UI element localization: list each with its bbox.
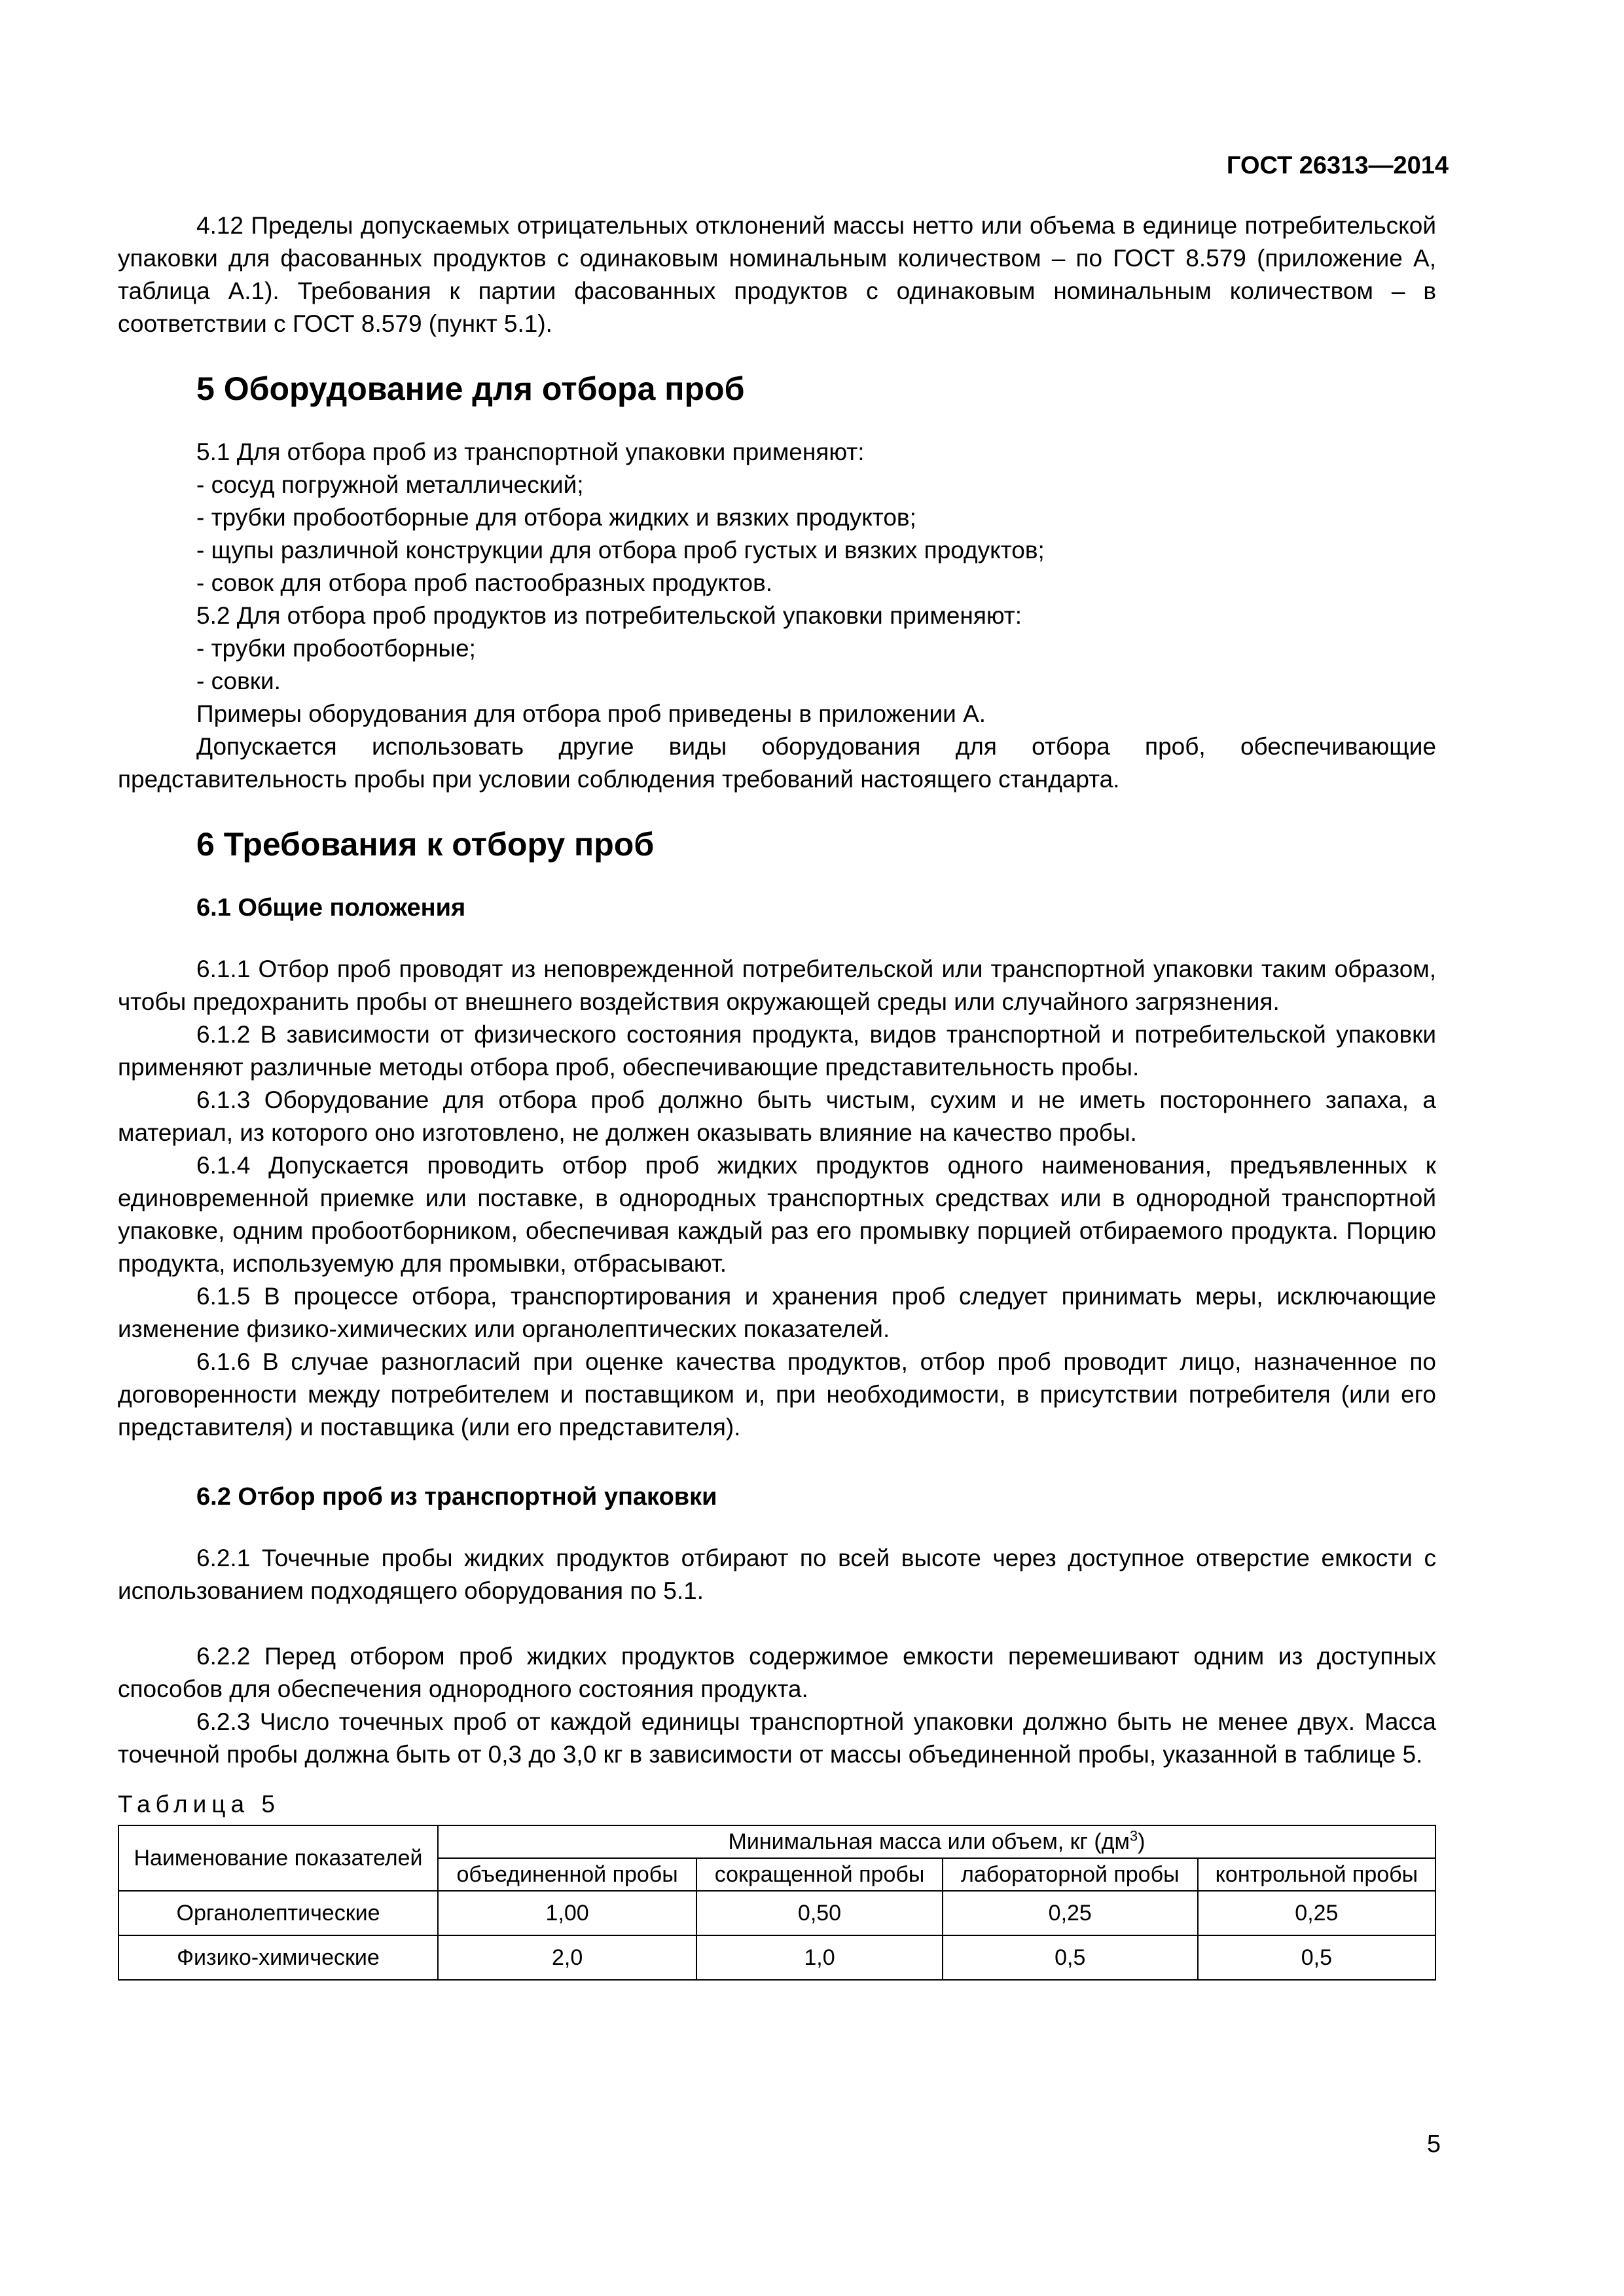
group-header-end: ) <box>1138 1829 1146 1854</box>
column-header: объединенной пробы <box>438 1858 696 1891</box>
paragraph-6-2-3: 6.2.3 Число точечных проб от каждой единицы транспортной упаковки должно быть не менее двух. Масса точечной пробы должна быть от 0,3 до 3,0 кг в зависимости от массы объединенной пробы, указанной в таблице 5. <box>118 1708 1436 1768</box>
list-item: - сосуд погружной металлический; <box>196 471 584 498</box>
superscript: 3 <box>1129 1827 1138 1844</box>
paragraph-6-1-1: 6.1.1 Отбор проб проводят из неповрежденной потребительской или транспортной упаковки таким образом, чтобы предохранить пробы от внешнего воздействия окружающей среды или случайного загрязнения. <box>118 956 1436 1015</box>
table-cell: Органолептические <box>118 1891 438 1935</box>
table-cell: 1,0 <box>696 1935 943 1980</box>
list-item: - совок для отбора проб пастообразных продуктов. <box>196 569 773 596</box>
section-6-title: 6 Требования к отбору проб <box>196 826 655 863</box>
subsection-6-2-title: 6.2 Отбор проб из транспортной упаковки <box>196 1483 717 1511</box>
column-header: сокращенной пробы <box>696 1858 943 1891</box>
table-cell: 0,5 <box>1198 1935 1435 1980</box>
section-5-closing: Допускается использовать другие виды оборудования для отбора проб, обеспечивающие представительность пробы при условии соблюдения требований настоящего стандарта. <box>118 733 1436 793</box>
column-header-name: Наименование показателей <box>118 1825 438 1891</box>
table-cell: 0,25 <box>943 1891 1198 1935</box>
table-cell: Физико-химические <box>118 1935 438 1980</box>
list-item: 5.1 Для отбора проб из транспортной упаковки применяют: <box>196 439 865 465</box>
table-cell: 0,25 <box>1198 1891 1435 1935</box>
document-body <box>118 209 1436 1981</box>
group-header-text: Минимальная масса или объем, кг (дм <box>728 1829 1130 1854</box>
paragraph-6-1-6: 6.1.6 В случае разногласий при оценке качества продуктов, отбор проб проводит лицо, назначенное по договоренности между потребителем и поставщиком и, при необходимости, в присутствии потребителя (или его представителя) и поставщика (или его представителя). <box>118 1348 1436 1441</box>
table-row <box>118 1935 1435 1980</box>
table-cell: 0,50 <box>696 1891 943 1935</box>
table-row <box>118 1891 1435 1935</box>
list-item: - трубки пробоотборные для отбора жидких и вязких продуктов; <box>196 504 916 531</box>
table-header-row <box>118 1825 1435 1858</box>
list-item: 5.2 Для отбора проб продуктов из потребительской упаковки применяют: <box>196 602 1022 629</box>
table-cell: 1,00 <box>438 1891 696 1935</box>
paragraph-6-1-5: 6.1.5 В процессе отбора, транспортирования и хранения проб следует принимать меры, исключающие изменение физико-химических или органолептических показателей. <box>118 1283 1436 1342</box>
document-header: ГОСТ 26313—2014 <box>1226 152 1449 179</box>
column-header: контрольной пробы <box>1198 1858 1435 1891</box>
table-caption: Таблица 5 <box>118 1791 280 1818</box>
table-5 <box>118 1825 1436 1981</box>
list-item: - трубки пробоотборные; <box>196 635 476 662</box>
table-cell: 2,0 <box>438 1935 696 1980</box>
list-item: Примеры оборудования для отбора проб приведены в приложении А. <box>196 700 986 727</box>
subsection-6-1-title: 6.1 Общие положения <box>196 894 466 922</box>
table-cell: 0,5 <box>943 1935 1198 1980</box>
paragraph-6-2-2: 6.2.2 Перед отбором проб жидких продуктов содержимое емкости перемешивают одним из доступных способов для обеспечения однородного состояния продукта. <box>118 1643 1436 1702</box>
paragraph-4-12: 4.12 Пределы допускаемых отрицательных отклонений массы нетто или объема в единице потребительской упаковки для фасованных продуктов с одинаковым номинальным количеством – по ГОСТ 8.579 (приложение А, таблица А.1). Требования к партии фасованных продуктов с одинаковым номинальным количеством – в соответствии с ГОСТ 8.579 (пункт 5.1). <box>118 212 1436 337</box>
paragraph-6-1-4: 6.1.4 Допускается проводить отбор проб жидких продуктов одного наименования, предъявленных к единовременной приемке или поставке, в однородных транспортных средствах или в однородной транспортной упаковке, одним пробоотборником, обеспечивая каждый раз его промывку порцией отбираемого продукта. Порцию продукта, используемую для промывки, отбрасывают. <box>118 1152 1436 1277</box>
paragraph-6-2-1: 6.2.1 Точечные пробы жидких продуктов отбирают по всей высоте через доступное отверстие емкости с использованием подходящего оборудования по 5.1. <box>118 1545 1436 1604</box>
list-item: - щупы различной конструкции для отбора проб густых и вязких продуктов; <box>196 537 1045 564</box>
paragraph-6-1-3: 6.1.3 Оборудование для отбора проб должно быть чистым, сухим и не иметь постороннего запаха, а материал, из которого оно изготовлено, не должен оказывать влияние на качество пробы. <box>118 1086 1436 1146</box>
spacer <box>118 1607 1436 1640</box>
column-group-header <box>438 1825 1435 1858</box>
section-5-title: 5 Оборудование для отбора проб <box>196 370 745 407</box>
paragraph-6-1-2: 6.1.2 В зависимости от физического состояния продукта, видов транспортной и потребительской упаковки применяют различные методы отбора проб, обеспечивающие представительность пробы. <box>118 1021 1436 1081</box>
page-number: 5 <box>1426 2130 1441 2158</box>
list-item: - совки. <box>196 668 281 694</box>
column-header: лабораторной пробы <box>943 1858 1198 1891</box>
